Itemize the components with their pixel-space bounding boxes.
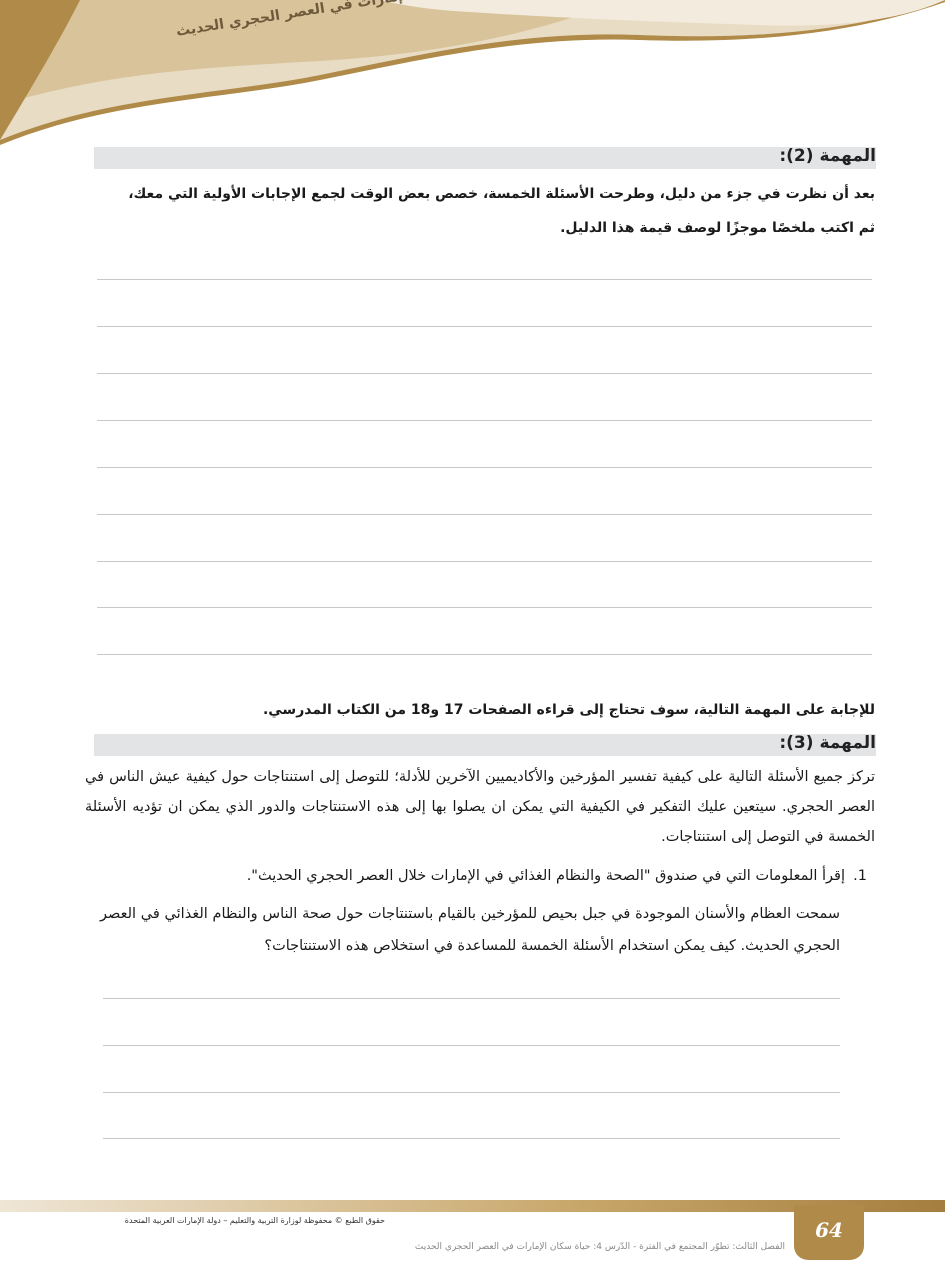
answer-line[interactable]: [97, 561, 872, 562]
task2-heading: المهمة (2):: [779, 146, 876, 166]
answer-line[interactable]: [97, 467, 872, 468]
item-number: 1.: [853, 868, 867, 884]
answer-line[interactable]: [97, 607, 872, 608]
answer-line[interactable]: [97, 279, 872, 280]
answer-line[interactable]: [103, 1092, 840, 1093]
item-title: إقرأ المعلومات التي في صندوق "الصحة والنظام الغذائي في الإمارات خلال العصر الحجري الحديث".: [246, 868, 845, 884]
header-banner: [0, 0, 945, 150]
task3-item: [85, 868, 875, 884]
answer-line[interactable]: [97, 420, 872, 421]
reading-note: للإجابة على المهمة التالية، سوف تحتاج إلى قراءه الصفحات 17 و18 من الكتاب المدرسي.: [262, 702, 875, 718]
task3-paragraph: تركز جميع الأسئلة التالية على كيفية تفسير المؤرخين والأكاديميين الآخرين للأدلة؛ للتوصل إلى استنتاجات حول كيفية عيش الناس في العصر الحجري. سيتعين عليك التفكير في الكيفية التي يمكن ان يصلوا بها إلى هذه الاستنتاجات والدور الذي يمكن ان تؤديه الأسئلة الخمسة في التوصل إلى استنتاجات.: [85, 769, 875, 845]
answer-line[interactable]: [97, 373, 872, 374]
task2-instruction-line2: ثم اكتب ملخصًا موجزًا لوصف قيمة هذا الدليل.: [560, 220, 875, 236]
item-body: سمحت العظام والأسنان الموجودة في جبل بحيص للمؤرخين بالقيام باستنتاجات حول صحة الناس والنظام الغذائي في العصر الحجري الحديث. كيف يمكن استخدام الأسئلة الخمسة للمساعدة في استخلاص هذه الاستنتاجات؟: [100, 906, 840, 954]
copyright-text: حقوق الطبع © محفوظة لوزارة التربية والتعليم – دولة الإمارات العربية المتحدة: [124, 1216, 385, 1225]
task2-heading-bar: [94, 147, 876, 169]
answer-line[interactable]: [97, 514, 872, 515]
task3-heading: المهمة (3):: [779, 733, 876, 753]
answer-line[interactable]: [103, 1138, 840, 1139]
answer-line[interactable]: [103, 1045, 840, 1046]
task3-heading-bar: [94, 734, 876, 756]
task2-instruction-line1: بعد أن نظرت في جزء من دليل، وطرحت الأسئلة الخمسة، خصص بعض الوقت لجمع الإجابات الأولية التي معك،: [128, 186, 875, 202]
lesson-caption: الفصل الثالث: تطوّر المجتمع في الفترة - الدّرس 4: حياة سكان الإمارات في العصر الحجري الحديث: [414, 1242, 785, 1252]
page-number: 64: [815, 1218, 843, 1242]
answer-line[interactable]: [103, 998, 840, 999]
answer-line[interactable]: [97, 654, 872, 655]
task2-instructions: [75, 177, 875, 245]
answer-line[interactable]: [97, 326, 872, 327]
